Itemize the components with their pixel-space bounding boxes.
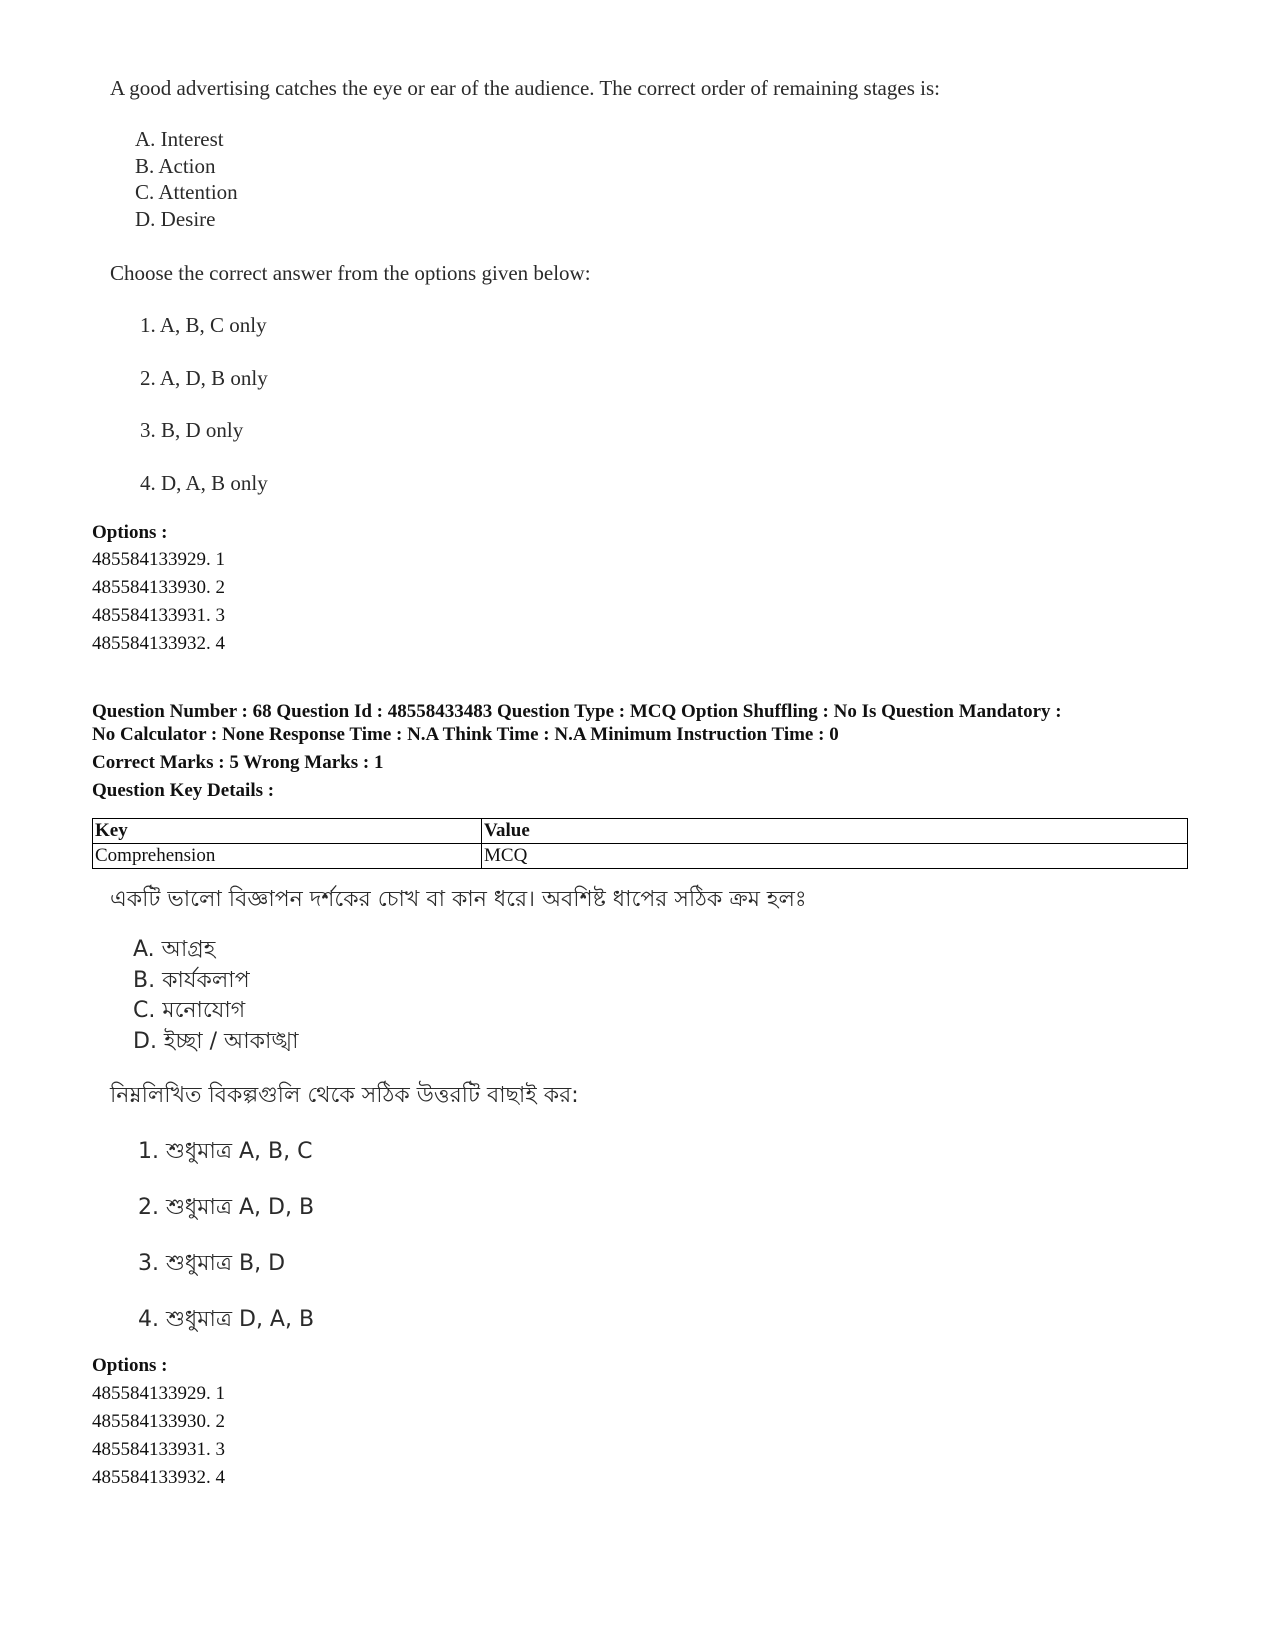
q68-options-list [92,1380,225,1492]
q68-statement-list [133,935,299,1057]
q67-statement: C. Attention [135,180,238,204]
q68-stem-bengali: একটি ভালো বিজ্ঞাপন দর্শকের চোখ বা কান ধরে। অবশিষ্ট ধাপের সঠিক ক্রম হলঃ [110,887,807,912]
q68-statement: C. মনোযোগ [133,998,246,1023]
q67-options-label: Options : [92,522,168,543]
q68-choice: 1. শুধুমাত্র A, B, C [138,1139,313,1164]
q67-option-id: 485584133931. 3 [92,605,225,626]
q68-meta [92,700,1062,746]
q67-choice: 1. A, B, C only [140,313,267,337]
q68-statement: A. আগ্রহ [133,937,216,962]
q68-choice: 3. শুধুমাত্র B, D [138,1251,286,1276]
question-key-table [92,818,1188,869]
q68-option-id: 485584133932. 4 [92,1467,225,1488]
q67-choice: 2. A, D, B only [140,366,268,390]
q68-instruction-bengali: নিম্নলিখিত বিকল্পগুলি থেকে সঠিক উত্তরটি বাছাই কর: [110,1083,579,1108]
q68-marks: Correct Marks : 5 Wrong Marks : 1 [92,752,384,773]
q68-meta-line: No Calculator : None Response Time : N.A Think Time : N.A Minimum Instruction Time : 0 [92,724,839,745]
q68-meta-line: Question Number : 68 Question Id : 48558433483 Question Type : MCQ Option Shuffling : No Is Question Mandatory : [92,701,1062,722]
q68-option-id: 485584133931. 3 [92,1439,225,1460]
q67-choice: 3. B, D only [140,418,244,442]
q67-option-id: 485584133929. 1 [92,549,225,570]
q68-option-id: 485584133929. 1 [92,1383,225,1404]
table-header-cell: Value [482,819,1188,844]
q67-statement: B. Action [135,153,216,178]
q68-choice: 4. শুধুমাত্র D, A, B [138,1307,315,1332]
q68-statement: D. ইচ্ছা / আকাঙ্খা [133,1028,299,1054]
q68-option-id: 485584133930. 2 [92,1411,225,1432]
table-row [93,844,1188,869]
table-cell: MCQ [482,844,1188,869]
q68-statement: B. কার্যকলাপ [133,967,250,993]
q67-option-id: 485584133932. 4 [92,633,225,654]
q68-options-label: Options : [92,1355,168,1376]
table-cell: Comprehension [93,844,482,869]
q67-statement-list [135,126,238,232]
q67-options-list [92,546,225,658]
q68-key-details-label: Question Key Details : [92,780,275,801]
q67-statement: D. Desire [135,206,216,231]
table-header-row [93,819,1188,844]
q67-instruction: Choose the correct answer from the options given below: [110,261,591,285]
q67-statement: A. Interest [135,127,224,151]
q67-option-id: 485584133930. 2 [92,577,225,598]
q67-stem: A good advertising catches the eye or ear of the audience. The correct order of remaining stages is: [110,76,940,100]
table-header-cell: Key [93,819,482,844]
q68-choice: 2. শুধুমাত্র A, D, B [138,1195,315,1220]
q67-choice: 4. D, A, B only [140,471,268,495]
